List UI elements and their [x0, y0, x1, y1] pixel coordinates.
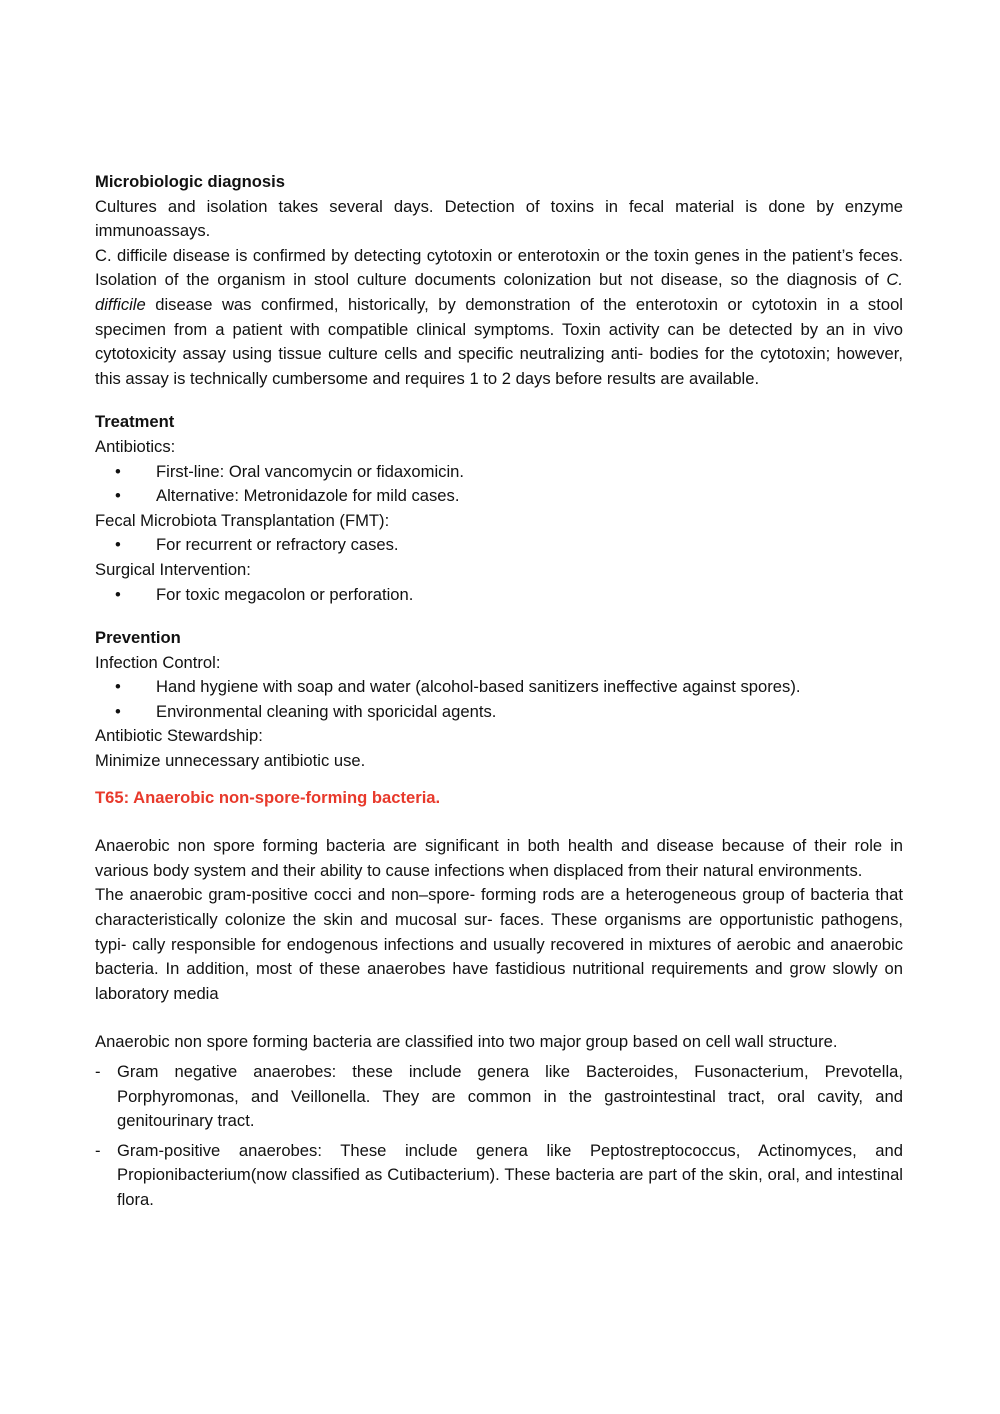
antibiotics-label: Antibiotics:: [95, 436, 176, 456]
list-item-text: Gram negative anaerobes: these include genera like Bacteroides, Fusonacterium, Prevotella, Porphyromonas, and Veillonella. They are common in the gastrointestinal tract, oral cavity, and genitourinary tract.: [117, 1062, 903, 1131]
list-item-text: Alternative: Metronidazole for mild cases.: [156, 486, 460, 506]
antibiotic-stewardship-label: Antibiotic Stewardship:: [95, 726, 263, 746]
list-item: [95, 583, 903, 608]
dash-icon: -: [95, 1140, 101, 1160]
bullet-icon: •: [115, 701, 121, 721]
t65-heading: T65: Anaerobic non-spore-forming bacteria.: [95, 787, 441, 807]
list-item: [95, 533, 903, 558]
paragraph-text: disease was confirmed, historically, by demonstration of the enterotoxin or cytotoxin in a stool specimen from a patient with compatible clinical symptoms. Toxin activity can be detected by an in vivo cytotoxicity assay using tissue culture cells and specific neutralizing anti- bodies for the cytotoxin; however, this assay is technically cumbersome and requires 1 to 2 days before results are available.: [95, 294, 903, 388]
treatment-heading: Treatment: [95, 412, 175, 432]
bullet-icon: •: [115, 584, 121, 604]
t65-paragraph-2: The anaerobic gram-positive cocci and non–spore- forming rods are a heterogeneous group of bacteria that characteristically colonize the skin and mucosal sur- faces. These organisms are opportunistic pathogens, typi- cally responsible for endogenous infections and usually recovered in mixtures of aerobic and anaerobic bacteria. In addition, most of these anaerobes have fastidious nutritional requirements and grow slowly on laboratory media: [95, 885, 903, 1003]
infection-control-label: Infection Control:: [95, 652, 221, 672]
bullet-icon: •: [115, 677, 121, 697]
t65-paragraph-1: Anaerobic non spore forming bacteria are significant in both health and disease because of their role in various body system and their ability to cause infections when displaced from their natural environments.: [95, 836, 903, 880]
list-item: [95, 484, 903, 509]
prevention-heading: Prevention: [95, 628, 181, 648]
italic-organism-name: C. difficile: [95, 270, 903, 314]
list-item-text: Gram-positive anaerobes: These include genera like Peptostreptococcus, Actinomyces, and Propionibacterium(now classified as Cutibacterium). These bacteria are part of the skin, oral, and intestinal flora.: [117, 1140, 903, 1209]
microbiologic-paragraph-1: Cultures and isolation takes several days. Detection of toxins in fecal material is done by enzyme immunoassays.: [95, 196, 903, 241]
antibiotic-stewardship-text: Minimize unnecessary antibiotic use.: [95, 751, 366, 771]
t65-paragraph-3: Anaerobic non spore forming bacteria are classified into two major group based on cell wall structure.: [95, 1032, 838, 1052]
list-item: [95, 700, 903, 725]
list-item-text: For recurrent or refractory cases.: [156, 535, 399, 555]
fmt-list: [95, 533, 903, 558]
anaerobe-groups-list: [95, 1060, 903, 1213]
fmt-label: Fecal Microbiota Transplantation (FMT):: [95, 510, 390, 530]
bullet-icon: •: [115, 486, 121, 506]
dash-icon: -: [95, 1062, 101, 1081]
bullet-icon: •: [115, 535, 121, 555]
list-item-text: For toxic megacolon or perforation.: [156, 584, 414, 604]
list-item-text: Environmental cleaning with sporicidal agents.: [156, 701, 497, 721]
surgical-label: Surgical Intervention:: [95, 559, 251, 579]
list-item-text: First-line: Oral vancomycin or fidaxomicin.: [156, 461, 464, 481]
list-item-text: Hand hygiene with soap and water (alcohol-based sanitizers ineffective against spores).: [156, 677, 801, 697]
paragraph-text: C. difficile disease is confirmed by detecting cytotoxin or enterotoxin or the toxin genes in the patient’s feces. Isolation of the organism in stool culture documents colonization but not disease, so the diagnosis of: [95, 245, 903, 290]
antibiotics-list: [95, 460, 903, 509]
microbiologic-paragraph-2: [95, 244, 903, 392]
list-item: [95, 460, 903, 485]
list-item: [95, 675, 903, 700]
surgical-list: [95, 583, 903, 608]
list-item: [95, 1060, 903, 1134]
microbiologic-diagnosis-heading: Microbiologic diagnosis: [95, 172, 285, 191]
infection-control-list: [95, 675, 903, 724]
document-page: [95, 170, 903, 1213]
list-item: [95, 1139, 903, 1213]
bullet-icon: •: [115, 461, 121, 481]
